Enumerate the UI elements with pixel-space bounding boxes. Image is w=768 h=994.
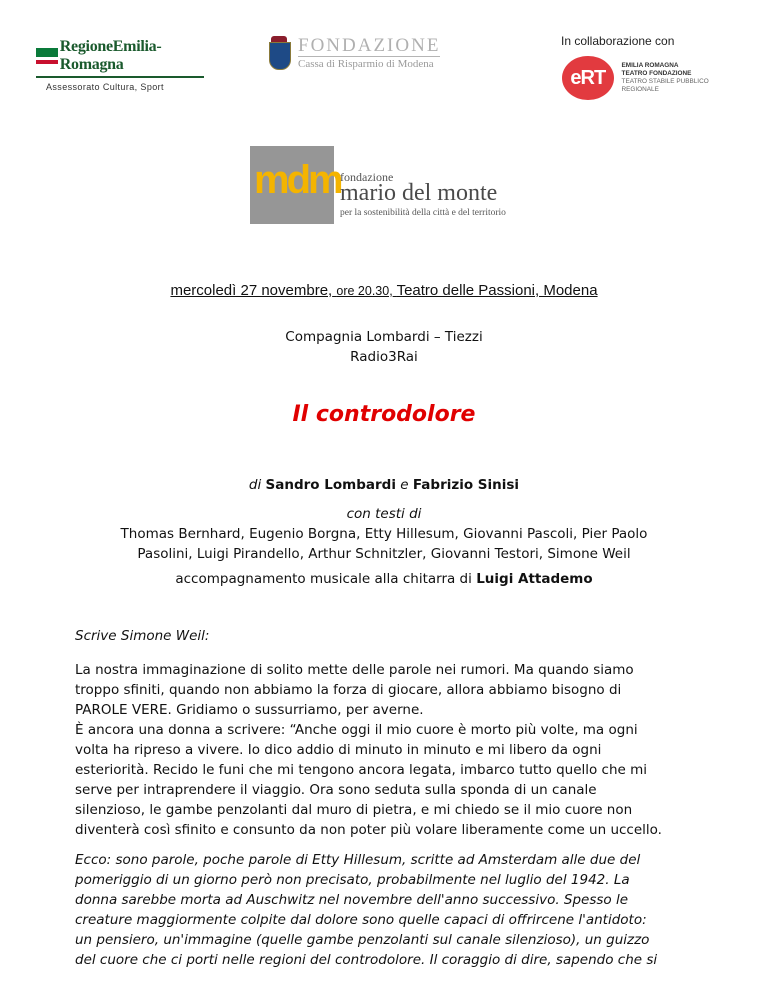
fondazione-crmo-logo bbox=[268, 36, 468, 70]
texts-by-block bbox=[0, 504, 768, 564]
regione-logo-mark bbox=[36, 38, 216, 74]
texts-label: con testi di bbox=[346, 506, 422, 522]
event-venue: Teatro delle Passioni, Modena bbox=[396, 282, 598, 299]
paragraph-line: un pensiero, un'immagine (quelle gambe penzolanti sul canale silenzioso), un guizzo bbox=[75, 932, 650, 948]
fondazione-mario-del-monte-logo bbox=[248, 146, 524, 224]
paragraph-line: È ancora una donna a scrivere: “Anche oggi il mio cuore è morto più volte, ma ogni bbox=[75, 722, 638, 738]
foundation-logo-title: FONDAZIONE bbox=[298, 35, 441, 56]
author-name: Sandro Lombardi bbox=[265, 477, 396, 493]
music-prefix: accompagnamento musicale alla chitarra di bbox=[175, 571, 472, 587]
ert-logo-mark: eRT bbox=[562, 56, 614, 100]
region-flag-icon bbox=[36, 48, 57, 64]
author-conjunction: e bbox=[400, 477, 409, 493]
mdm-logo-mark: mdm bbox=[254, 158, 341, 202]
mdm-logo-block bbox=[250, 146, 341, 224]
paragraph-line: diventerà così sfinito e consunto da non poter più volare liberamente come un uccello. bbox=[75, 822, 662, 838]
musician-name: Luigi Attademo bbox=[476, 571, 593, 587]
ert-logo-line2: TEATRO FONDAZIONE bbox=[621, 70, 692, 77]
event-time: ore 20.30, bbox=[336, 284, 393, 298]
collaboration-label: In collaborazione con bbox=[561, 34, 675, 48]
ert-logo-line1: EMILIA ROMAGNA bbox=[621, 62, 679, 69]
paragraph-line: Ecco: sono parole, poche parole di Etty Hillesum, scritte ad Amsterdam alle due del bbox=[75, 852, 641, 868]
crest-icon bbox=[268, 36, 290, 70]
paragraph-line: donna sarebbe morta ad Auschwitz nel novembre dell'anno successivo. Spesso le bbox=[75, 892, 629, 908]
by-prefix: di bbox=[248, 477, 262, 493]
paragraph-line: pomeriggio di un giorno però non precisato, probabilmente nel luglio del 1942. La bbox=[75, 872, 630, 888]
paragraph-line: creature maggiormente colpite dal dolore sono quelle capaci di offrircene l'antidoto: bbox=[75, 912, 647, 928]
event-date: mercoledì 27 novembre, bbox=[170, 282, 333, 299]
paragraph-line: silenzioso, le gambe penzolanti dal muro di pietra, e mi chiedo se il mio cuore non bbox=[75, 802, 633, 818]
authors-line bbox=[0, 477, 768, 493]
author-name: Fabrizio Sinisi bbox=[412, 477, 520, 493]
texts-authors-line: Pasolini, Luigi Pirandello, Arthur Schnitzler, Giovanni Testori, Simone Weil bbox=[137, 546, 631, 562]
paragraph-line: La nostra immaginazione di solito mette delle parole nei rumori. Ma quando siamo bbox=[75, 662, 634, 678]
paragraph-commentary bbox=[75, 850, 715, 970]
regione-logo-divider bbox=[36, 76, 204, 78]
paragraph-line: volta ha ripreso a vivere. Io dico addio di minuto in minuto e mi libero da ogni bbox=[75, 742, 602, 758]
company-block bbox=[0, 327, 768, 367]
ert-logo bbox=[562, 56, 742, 100]
ert-logo-line3: TEATRO STABILE PUBBLICO REGIONALE bbox=[621, 78, 709, 93]
paragraph-line: troppo sfiniti, quando non abbiamo la forza di giocare, allora abbiamo bisogno di bbox=[75, 682, 622, 698]
company-name: Compagnia Lombardi – Tiezzi bbox=[285, 329, 483, 345]
event-date-venue bbox=[0, 282, 768, 299]
mdm-logo-line1: fondazione bbox=[340, 170, 394, 184]
paragraph-weil-quote bbox=[75, 660, 715, 720]
quote-intro: Scrive Simone Weil: bbox=[75, 628, 210, 644]
mdm-logo-line2: mario del monte bbox=[340, 180, 498, 206]
paragraph-line: del cuore che ci porti nelle regioni del controdolore. Il coraggio di dire, sapendo che si bbox=[75, 952, 658, 968]
regione-emilia-romagna-logo bbox=[36, 38, 216, 92]
music-credit bbox=[0, 571, 768, 587]
paragraph-line: PAROLE VERE. Gridiamo o sussurriamo, per averne. bbox=[75, 702, 424, 718]
paragraph-line: serve per intraprendere il viaggio. Ora sono seduta sulla sponda di un canale bbox=[75, 782, 597, 798]
foundation-logo-subtitle: Cassa di Risparmio di Modena bbox=[298, 56, 440, 70]
show-title: Il controdolore bbox=[292, 402, 476, 427]
paragraph-line: esteriorità. Recido le funi che mi tengono ancora legata, imbarco tutto quello che mi bbox=[75, 762, 648, 778]
radio-partner: Radio3Rai bbox=[350, 349, 418, 365]
regione-logo-subtitle: Assessorato Cultura, Sport bbox=[46, 82, 164, 92]
regione-logo-name: RegioneEmilia-Romagna bbox=[59, 38, 162, 73]
texts-authors-line: Thomas Bernhard, Eugenio Borgna, Etty Hillesum, Giovanni Pascoli, Pier Paolo bbox=[120, 526, 648, 542]
mdm-logo-line3: per la sostenibilità della città e del territorio bbox=[340, 208, 506, 218]
paragraph-hillesum-quote bbox=[75, 720, 715, 840]
